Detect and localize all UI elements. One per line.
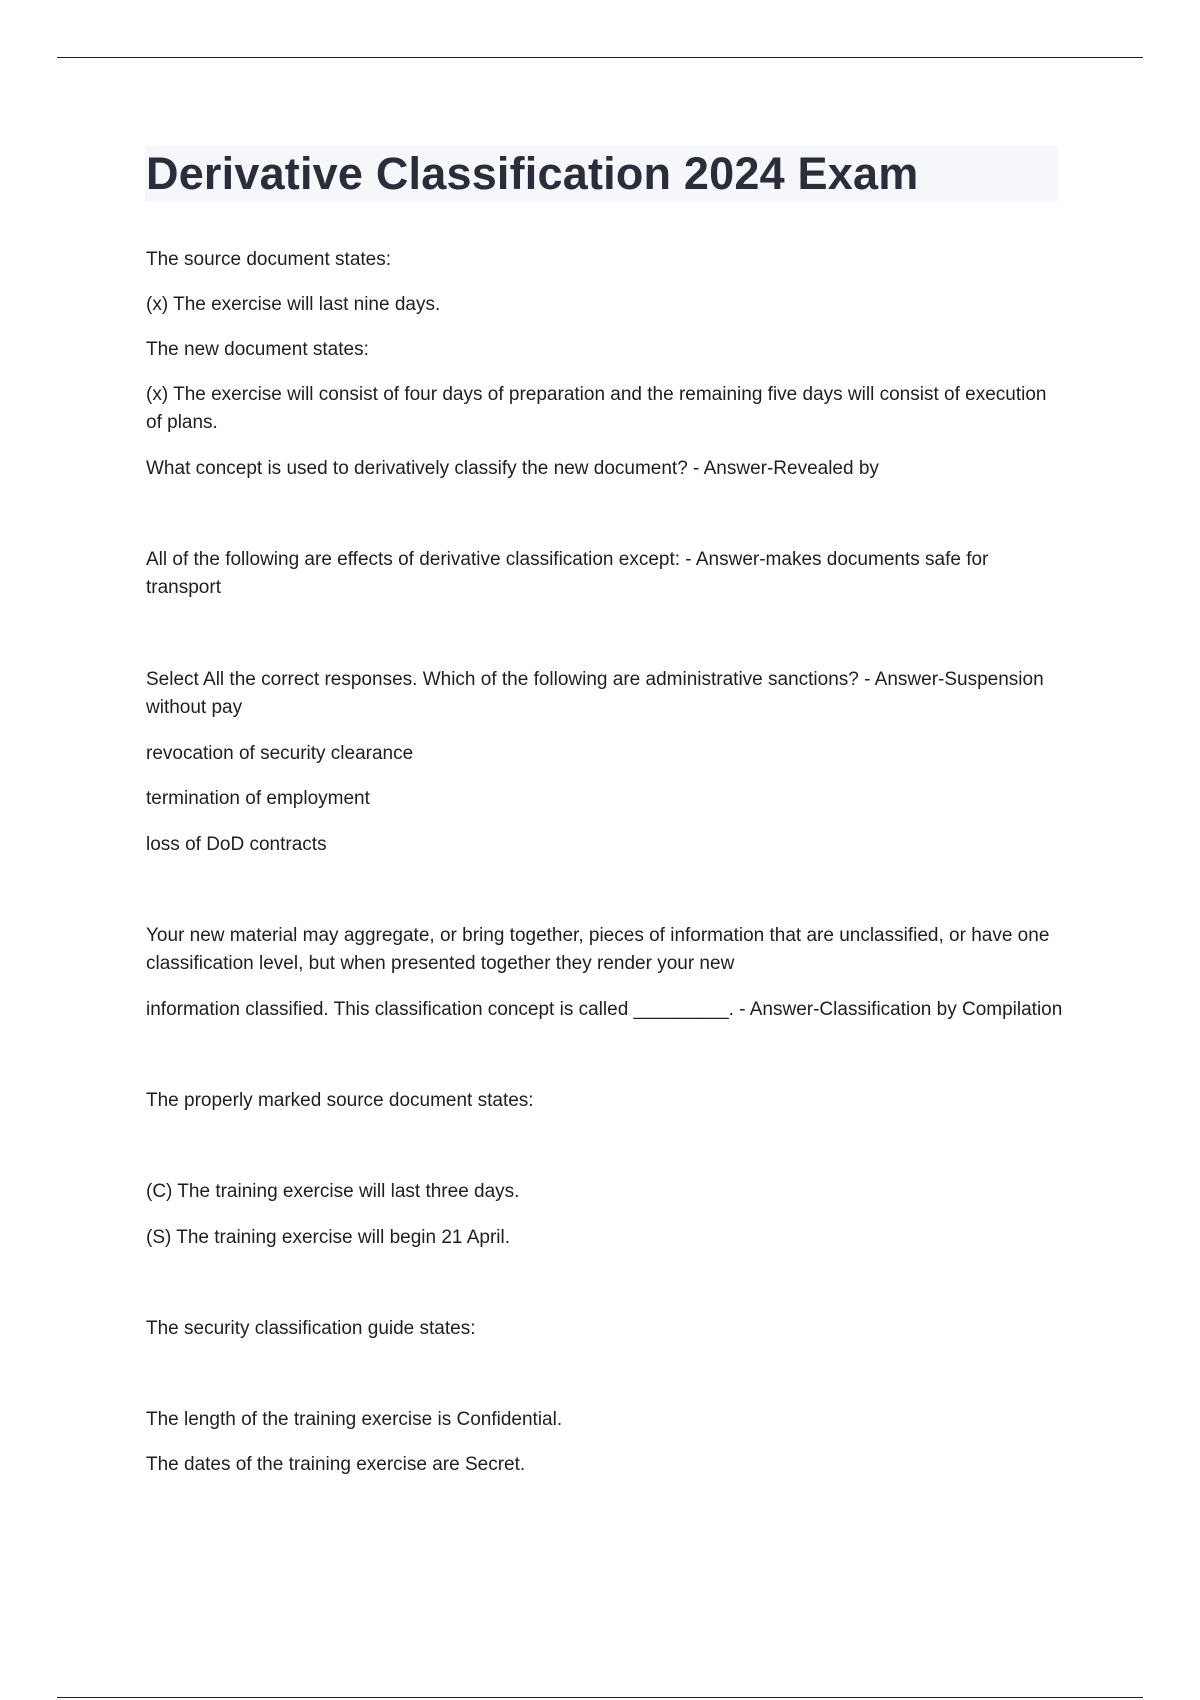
paragraph: (x) The exercise will last nine days. — [146, 294, 441, 315]
paragraph: What concept is used to derivatively classify the new document? - Answer-Revealed by — [146, 458, 879, 479]
paragraph: revocation of security clearance — [146, 743, 414, 764]
paragraph: The dates of the training exercise are Secret. — [146, 1454, 526, 1475]
paragraph: (x) The exercise will consist of four days of preparation and the remaining five days will consist of execution of plans. — [146, 384, 1047, 433]
title-banner — [145, 146, 1058, 202]
paragraph: termination of employment — [146, 788, 370, 809]
header-rule — [57, 57, 1143, 58]
footer-rule — [57, 1697, 1143, 1698]
paragraph: loss of DoD contracts — [146, 834, 327, 855]
document-body — [146, 246, 1066, 1479]
paragraph: (S) The training exercise will begin 21 April. — [146, 1227, 510, 1248]
paragraph: The length of the training exercise is Confidential. — [146, 1409, 563, 1430]
paragraph: (C) The training exercise will last three days. — [146, 1181, 520, 1202]
paragraph: information classified. This classification concept is called _________. - Answer-Classification by Compilation — [146, 999, 1063, 1020]
paragraph: The security classification guide states: — [146, 1318, 476, 1339]
paragraph: The properly marked source document states: — [146, 1090, 534, 1111]
document-title: Derivative Classification 2024 Exam — [146, 148, 919, 199]
paragraph: All of the following are effects of derivative classification except: - Answer-makes documents safe for transport — [146, 549, 989, 598]
paragraph: Select All the correct responses. Which of the following are administrative sanctions? - Answer-Suspension without pay — [146, 669, 1044, 718]
paragraph: The source document states: — [146, 249, 392, 270]
paragraph: The new document states: — [146, 339, 369, 360]
paragraph: Your new material may aggregate, or bring together, pieces of information that are unclassified, or have one classification level, but when presented together they render your new — [146, 925, 1050, 974]
